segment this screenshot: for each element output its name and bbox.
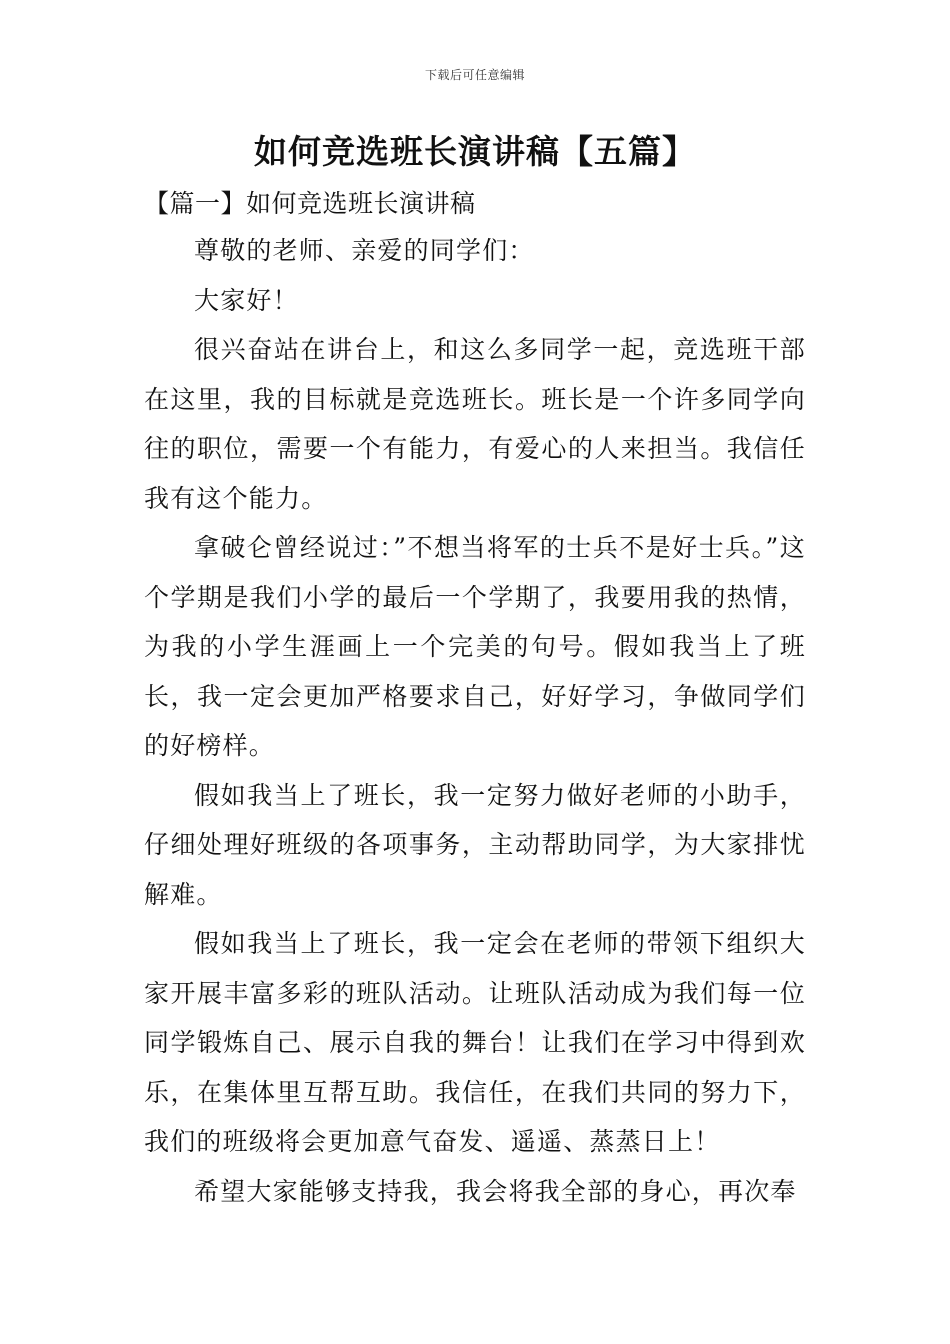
page-title: 如何竞选班长演讲稿【五篇】 (254, 132, 696, 171)
paragraph-closing: 希望大家能够支持我，我会将我全部的身心，再次奉 (194, 1176, 797, 1206)
document-body (144, 226, 806, 1216)
paragraph-greeting: 尊敬的老师、亲爱的同学们： (194, 236, 535, 265)
paragraph-activities: 假如我当上了班长，我一定会在老师的带领下组织大家开展丰富多彩的班队活动。让班队活动成为我们每一位同学锻炼自己、展示自我的舞台！让我们在学习中得到欢乐，在集体里互帮互助。我信任，在我们共同的努力下，我们的班级将会更加意气奋发、遥遥、蒸蒸日上！ (144, 929, 806, 1156)
header-note: 下载后可任意编辑 (424, 68, 525, 82)
paragraph-helper: 假如我当上了班长，我一定努力做好老师的小助手，仔细处理好班级的各项事务，主动帮助同学，为大家排忧解难。 (144, 780, 806, 909)
paragraph-intro: 很兴奋站在讲台上，和这么多同学一起，竞选班干部在这里，我的目标就是竞选班长。班长是一个许多同学向往的职位，需要一个有能力，有爱心的人来担当。我信任我有这个能力。 (144, 335, 806, 513)
section-heading: 【篇一】如何竞选班长演讲稿 (144, 189, 476, 218)
paragraph-napoleon: 拿破仑曾经说过：”不想当将军的士兵不是好士兵。”这个学期是我们小学的最后一个学期了，我要用我的热情，为我的小学生涯画上一个完美的句号。假如我当上了班长，我一定会更加严格要求自己，好好学习，争做同学们的好榜样。 (144, 533, 806, 760)
paragraph-hello: 大家好！ (194, 285, 299, 315)
